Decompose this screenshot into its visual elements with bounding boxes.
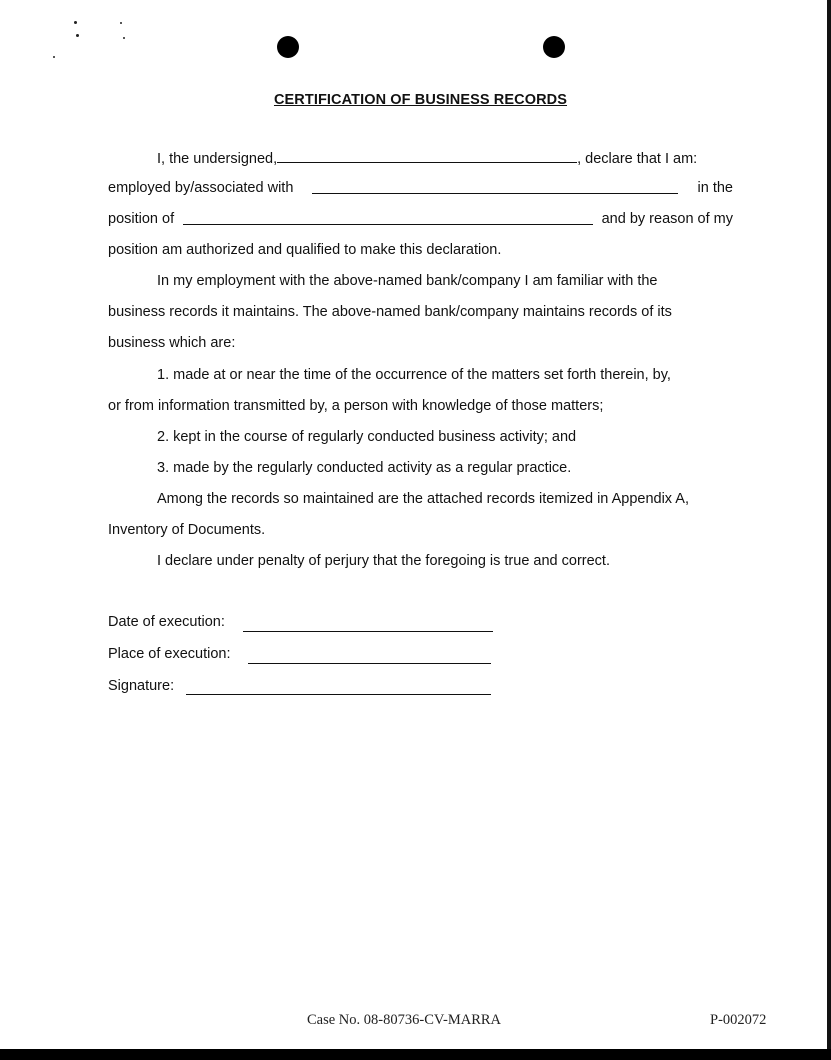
item-1-line-2: or from information transmitted by, a person with knowledge of those matters;	[108, 398, 604, 414]
employer-blank[interactable]	[312, 179, 678, 194]
scan-speck	[123, 37, 125, 39]
declaration-line-2	[108, 179, 733, 197]
scan-speck	[76, 34, 79, 37]
paragraph-3-line-2: Inventory of Documents.	[108, 522, 266, 538]
item-1-line-1: 1. made at or near the time of the occurrence of the matters set forth therein, by,	[157, 367, 671, 383]
paragraph-2-line-2: business records it maintains. The above-named bank/company maintains records of its	[108, 304, 672, 320]
place-of-execution-label: Place of execution:	[108, 646, 231, 662]
paragraph-3-line-1: Among the records so maintained are the attached records itemized in Appendix A,	[157, 491, 689, 507]
employed-by-label: employed by/associated with	[108, 180, 294, 196]
in-the-label: in the	[697, 180, 733, 196]
scan-edge-right	[827, 0, 831, 1060]
date-of-execution-label: Date of execution:	[108, 614, 225, 630]
page-identifier: P-002072	[710, 1012, 767, 1028]
signature-field[interactable]	[186, 694, 491, 695]
declare-label: , declare that I am:	[577, 151, 698, 167]
punch-hole-right	[543, 36, 565, 58]
scan-speck	[120, 22, 122, 24]
signature-label: Signature:	[108, 678, 175, 694]
document-title: CERTIFICATION OF BUSINESS RECORDS	[273, 92, 568, 108]
declaration-line-4: position am authorized and qualified to make this declaration.	[108, 242, 502, 258]
scan-edge-bottom	[0, 1049, 831, 1060]
place-of-execution-field[interactable]	[248, 663, 491, 664]
position-of-label: position of	[108, 211, 175, 227]
declaration-line-1	[157, 148, 697, 168]
undersigned-label: I, the undersigned,	[157, 151, 278, 167]
position-blank[interactable]	[183, 210, 593, 225]
paragraph-2-line-1: In my employment with the above-named bank/company I am familiar with the	[157, 273, 658, 289]
scan-speck	[53, 56, 55, 58]
declaration-line-3	[108, 210, 733, 228]
by-reason-label: and by reason of my	[601, 211, 733, 227]
perjury-statement: I declare under penalty of perjury that the foregoing is true and correct.	[157, 553, 610, 569]
punch-hole-left	[277, 36, 299, 58]
item-2: 2. kept in the course of regularly conducted business activity; and	[157, 429, 577, 445]
item-3: 3. made by the regularly conducted activity as a regular practice.	[157, 460, 572, 476]
date-of-execution-field[interactable]	[243, 631, 493, 632]
scan-speck	[74, 21, 77, 24]
case-number: Case No. 08-80736-CV-MARRA	[307, 1012, 502, 1028]
name-blank[interactable]	[277, 148, 577, 163]
paragraph-2-line-3: business which are:	[108, 335, 236, 351]
